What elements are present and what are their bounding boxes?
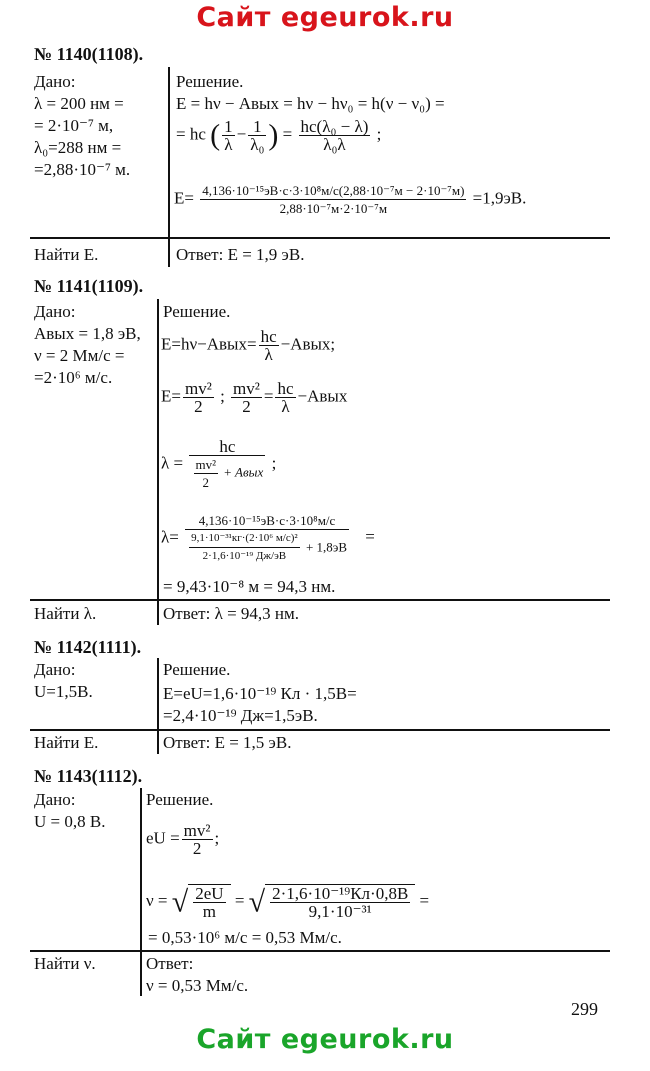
divider [30,237,610,239]
equation: E= $\frac{\text{4,136·10⁻¹⁵эВ·c·3·10⁸м/c(2,88·10⁻⁷м − 2·10⁻⁷м)}}{\text{2,88·10⁻⁷м·2·10⁻⁷м}}$ =1,9эВ. [174,183,527,216]
answer: Ответ: Е = 1,5 эВ. [163,733,292,752]
divider [157,658,159,754]
problem-1140-title: № 1140(1108). [34,44,144,64]
given-line: λ₀=288 нм = [34,138,122,157]
equation: = 9,43·10⁻⁸ м = 94,3 нм. [163,577,336,596]
equation: E= $\frac{\text{mv²}}{2}$ ; $\frac{\text{mv²}}{2}$ = $\frac{hc}{\lambda}$ −Aвых [161,379,348,416]
answer: Ответ: Е = 1,9 эВ. [176,245,305,264]
given-label: Дано: [34,72,76,91]
given-line: λ = 200 нм = [34,94,124,113]
find-label: Найти Е. [34,733,99,752]
given-line: = 2·10⁻⁷ м, [34,116,114,135]
given-line: Aвых = 1,8 эВ, [34,324,141,343]
equation: λ = hc $\frac{\text{mv²}}{2}$ + Aвых ; [161,437,277,490]
solution-label: Решение. [176,72,244,91]
answer: Ответ: λ = 94,3 нм. [163,604,300,623]
equation: =2,4·10⁻¹⁹ Дж=1,5эВ. [163,706,318,725]
equation: E=hν−Aвых= $\frac{hc}{\lambda}$ −Aвых; [161,327,336,364]
given-line: U = 0,8 В. [34,812,106,831]
given-label: Дано: [34,302,76,321]
equation: = hc ( $\frac{1}{\lambda}$ − $\frac{1}{\text{λ₀}}$ ) = $\frac{\text{hc(λ₀ − λ)}}{\text{λ₀λ}}$ ; [176,117,382,154]
equation: E = hν − Aвых = hν − hν₀ = h(ν − ν₀) = [176,94,445,113]
divider [140,788,142,996]
divider [30,950,610,952]
solution-label: Решение. [163,660,231,679]
equation: eU = $\frac{\text{mv²}}{2}$ ; [146,821,220,858]
given-line: =2·10⁶ м/с. [34,368,113,387]
answer-value: ν = 0,53 Мм/с. [146,976,249,995]
divider [157,299,159,625]
solution-label: Решение. [163,302,231,321]
given-line: ν = 2 Мм/с = [34,346,125,365]
solution-label: Решение. [146,790,214,809]
problem-1142-title: № 1142(1111). [34,637,142,657]
equation: ν = √ $\frac{2eU}{m}$ = √ $\frac{\text{2·1,6·10⁻¹⁹Кл·0,8В}}{\text{9,1·10⁻³¹}}$ = [146,884,430,921]
given-label: Дано: [34,660,76,679]
problem-1143-title: № 1143(1112). [34,766,143,786]
problem-1141-title: № 1141(1109). [34,276,144,296]
divider [30,729,610,731]
equation: E=eU=1,6·10⁻¹⁹ Кл · 1,5В= [163,684,357,703]
given-line: =2,88·10⁻⁷ м. [34,160,131,179]
equation: = 0,53·10⁶ м/с = 0,53 Мм/с. [148,928,342,947]
find-label: Найти λ. [34,604,97,623]
equation: λ= 4,136·10⁻¹⁵эВ·c·3·10⁸м/c $\frac{\text{9,1·10⁻³¹кг·(2·10⁶ м/c)²}}{\text{2·1,6·10⁻¹⁹ Дж/эВ}}$ + 1,8эВ = [161,513,375,562]
site-watermark-top: Сайт egeurok.ru [196,2,454,33]
site-watermark-bottom: Сайт egeurok.ru [196,1024,454,1055]
divider [30,599,610,601]
given-line: U=1,5В. [34,682,93,701]
find-label: Найти Е. [34,245,99,264]
find-label: Найти ν. [34,954,96,973]
given-label: Дано: [34,790,76,809]
page-number: 299 [571,999,598,1019]
answer: Ответ: [146,954,194,973]
